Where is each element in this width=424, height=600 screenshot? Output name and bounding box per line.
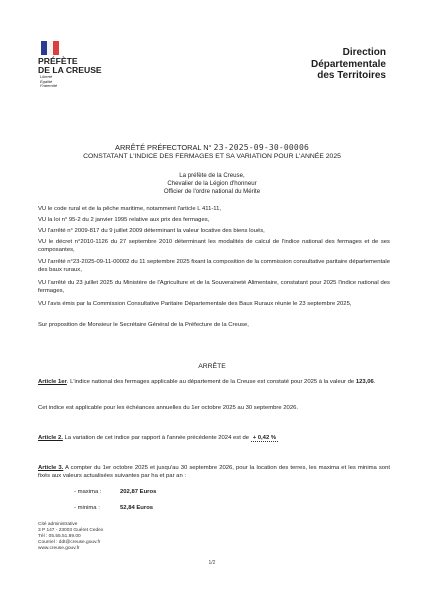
issuing-direction — [311, 47, 386, 82]
visa-arrete-commission: VU l'arrêté n°23-2025-09-11-00002 du 11 septembre 2025 fixant la composition de la commission consultative paritaire départementale des baux ruraux, — [38, 259, 390, 274]
footer-phone: Tél : 05.55.51.89.00 — [38, 534, 81, 539]
article-1-label: Article 1er — [38, 379, 67, 385]
authority-line-2: Chevalier de la Légion d'honneur — [167, 180, 257, 187]
footer-line-2: 3 P 147 - 23003 Guéret Cedex — [38, 528, 104, 533]
direction-line-1: Direction — [342, 47, 386, 58]
minima-row — [74, 505, 153, 511]
title-prefix: ARRÊTÉ PRÉFECTORAL N° — [115, 143, 212, 152]
article-1-period: . — [373, 379, 376, 385]
page-number: 1/2 — [208, 560, 216, 566]
visa-avis-commission: VU l'avis émis par la Commission Consultative Paritaire Départementale des Baux Ruraux réunie le 23 septembre 2025, — [38, 301, 352, 307]
direction-line-2: Départementale — [310, 58, 386, 70]
minima-value: 52,84 Euros — [120, 505, 154, 511]
footer-website: www.creuse.gouv.fr — [38, 546, 80, 551]
motto-liberte: Liberté — [40, 74, 53, 79]
prefecture-line-2: DE LA CREUSE — [38, 65, 102, 76]
motto-fraternite: Fraternité — [40, 83, 58, 89]
article-1 — [38, 378, 390, 386]
document-subtitle: CONSTATANT L'INDICE DES FERMAGES ET SA VARIATION POUR L'ANNÉE 2025 — [83, 153, 341, 160]
direction-line-3: des Territoires — [317, 70, 386, 81]
republic-flag-logo — [41, 41, 59, 55]
article-3-text: A compter du 1er octobre 2025 et jusqu'au 30 septembre 2026, pour la location des terres, les maxima et les minima sont fixés aux valeurs actualisées suivantes par ha et par an : — [38, 465, 390, 480]
prefecture-name — [38, 57, 102, 76]
authority-line-3: Officier de l'ordre national du Mérite — [163, 188, 261, 195]
article-3 — [38, 464, 390, 480]
minima-label: - minima : — [74, 505, 100, 511]
prefecture-line-1: PRÉFÈTE — [38, 56, 78, 66]
article-2-label: Article 2. — [38, 435, 63, 441]
decision-heading: ARRÊTE — [198, 363, 226, 370]
article-2-variation-value: + 0,42 % — [252, 435, 277, 441]
visa-arrete-2009: VU l'arrêté n° 2009-817 du 9 juillet 2009 déterminant la valeur locative des biens loués, — [38, 228, 265, 234]
motto-egalite: Égalité — [40, 78, 53, 84]
handwritten-decree-number: 23-2025-09-30-00006 — [213, 143, 309, 152]
article-2 — [38, 434, 390, 442]
article-1-index-value: 123,06 — [355, 379, 374, 385]
footer-line-1: Cité administrative — [38, 522, 78, 527]
article-1-text: . L'indice national des fermages applicable au département de la Creuse est constaté pour 2025 à la valeur de — [66, 379, 356, 385]
visa-decret-2010: VU le décret n°2010-1126 du 27 septembre 2010 déterminant les modalités de calcul de l'indice national des fermages et de ses composantes, — [38, 239, 390, 254]
maxima-row — [74, 489, 156, 495]
visa-proposition: Sur proposition de Monsieur le Secrétaire Général de la Préfecture de la Creuse, — [38, 322, 249, 328]
signing-authority — [0, 172, 424, 196]
maxima-value: 202,87 Euros — [120, 489, 157, 495]
article-2-text: La variation de cet indice par rapport à l'année précédente 2024 est de — [62, 435, 251, 441]
visa-arrete-ministere: VU l'arrêté du 23 juillet 2025 du Ministère de l'Agriculture et de la Souveraineté Alimentaire, constatant pour 2025 l'indice national des fermages, — [38, 280, 390, 295]
authority-line-1: La préfète de la Creuse, — [179, 172, 245, 179]
visa-loi-1995: VU la loi n° 95-2 du 2 janvier 1995 relative aux prix des fermages, — [38, 217, 210, 223]
article-3-label: Article 3. — [38, 465, 64, 471]
document-title — [0, 143, 424, 152]
article-1-applicability: Cet indice est applicable pour les échéances annuelles du 1er octobre 2025 au 30 septembre 2026. — [38, 405, 299, 411]
visa-code-rural: VU le code rural et de la pêche maritime, notamment l'article L 411-11, — [38, 206, 222, 212]
address-footer — [38, 522, 103, 552]
footer-email: Courriel : ddt@creuse.gouv.fr — [38, 540, 101, 545]
maxima-label: - maxima : — [74, 489, 102, 495]
republic-motto — [40, 75, 57, 89]
